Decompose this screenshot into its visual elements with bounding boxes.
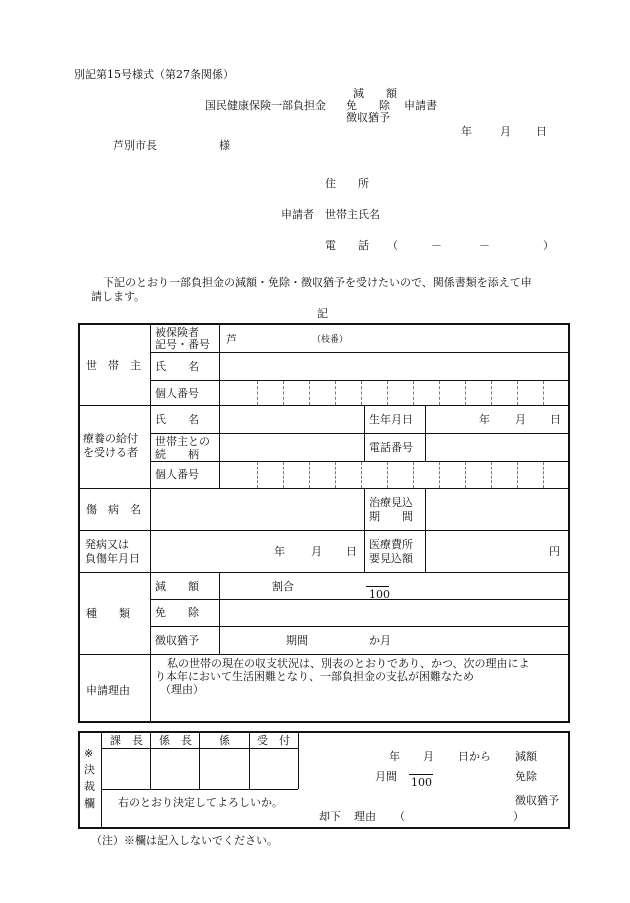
- decision-reason-close-paren: ）: [513, 810, 524, 823]
- onset-date-label-2: 負傷年月日: [85, 552, 140, 565]
- digit-divider: [361, 381, 362, 405]
- digit-divider: [439, 381, 440, 405]
- decision-label-1: 決: [84, 763, 95, 776]
- treatment-period-label-1: 治療見込: [369, 496, 413, 509]
- stamp-divider: [150, 731, 151, 789]
- digit-divider: [491, 381, 492, 405]
- birthdate-label: 生年月日: [369, 413, 413, 426]
- onset-day-label: 日: [346, 545, 357, 558]
- householder-name-label: 世帯主氏名: [325, 208, 380, 221]
- digit-divider: [309, 381, 310, 405]
- row-line: [150, 352, 570, 353]
- ratio-fraction-bar: [366, 586, 389, 587]
- phone-open-paren: （: [387, 239, 398, 252]
- title-option-reduction: 減 額: [353, 87, 397, 100]
- date-month-label: 月: [500, 125, 511, 138]
- row-line: [150, 626, 570, 627]
- title-option-deferral: 徴収猶予: [346, 111, 390, 124]
- insured-number-label-1: 被保険者: [155, 326, 199, 339]
- addressee: 芦別市長: [113, 139, 157, 152]
- digit-divider: [257, 462, 258, 488]
- patient-section-label-2: を受ける者: [83, 446, 138, 459]
- decision-fraction-denominator: 100: [411, 776, 432, 789]
- householder-individual-number-label: 個人番号: [155, 387, 199, 400]
- decision-label-3: 欄: [84, 797, 95, 810]
- reason-section-label: 申請理由: [86, 684, 130, 697]
- patient-name-label: 氏 名: [155, 413, 199, 426]
- digit-divider: [309, 462, 310, 488]
- digit-divider: [387, 462, 388, 488]
- stamp-divider: [249, 731, 250, 789]
- ki-label: 記: [317, 307, 328, 320]
- row-line: [78, 654, 570, 655]
- digit-divider: [361, 462, 362, 488]
- relationship-label-1: 世帯主との: [155, 435, 210, 448]
- digit-divider: [283, 462, 284, 488]
- digit-divider: [517, 462, 518, 488]
- digit-divider: [283, 381, 284, 405]
- approval-question: 右のとおり決定してよろしいか。: [118, 796, 283, 809]
- decision-fraction-bar: [409, 774, 433, 775]
- applicant-label: 申請者: [281, 208, 314, 221]
- decision-year-label: 年: [389, 750, 400, 763]
- phone-dash-1: －: [431, 239, 442, 252]
- treatment-period-label-2: 期 間: [369, 510, 413, 523]
- col-line: [425, 405, 426, 461]
- onset-month-label: 月: [311, 545, 322, 558]
- stamp-staff: 係: [219, 734, 230, 747]
- digit-divider: [465, 462, 466, 488]
- birth-year-label: 年: [479, 413, 490, 426]
- footnote: （注）※欄は記入しないでください。: [91, 834, 278, 847]
- stamp-reception: 受 付: [257, 734, 290, 747]
- addressee-honorific: 様: [219, 139, 230, 152]
- col-line: [364, 405, 365, 461]
- onset-year-label: 年: [274, 545, 285, 558]
- reason-line-2: り本年において生活困難となり、一部負担金の支払が困難なため: [155, 670, 474, 683]
- digit-divider: [543, 381, 544, 405]
- form-number: 別記第15号様式（第27条関係）: [74, 68, 234, 81]
- medical-cost-label-1: 医療費所: [369, 538, 413, 551]
- stamp-divider: [199, 731, 200, 789]
- digit-divider: [335, 462, 336, 488]
- intro-line-2: 請します。: [91, 290, 146, 303]
- col-line: [219, 572, 220, 654]
- decision-mark: ※: [84, 747, 94, 760]
- relationship-label-2: 続 柄: [155, 448, 199, 461]
- decision-divider: [101, 731, 102, 829]
- phone-label: 電 話: [325, 239, 369, 252]
- digit-divider: [517, 381, 518, 405]
- householder-section-label: 世 帯 主: [86, 359, 141, 372]
- row-line: [150, 433, 570, 434]
- decision-reason-label: 理由: [354, 810, 376, 823]
- title-suffix: 申請書: [404, 99, 437, 112]
- decision-reason-open-paren: （: [394, 810, 405, 823]
- ratio-denominator: 100: [369, 588, 390, 601]
- birth-day-label: 日: [550, 413, 561, 426]
- col-line: [425, 488, 426, 572]
- patient-section-label-1: 療養の給付: [83, 432, 138, 445]
- type-reduction-label: 減 額: [155, 580, 199, 593]
- months-label: か月: [369, 634, 391, 647]
- col-line: [364, 488, 365, 572]
- digit-divider: [491, 462, 492, 488]
- decision-exemption-label: 免除: [515, 770, 537, 783]
- type-section-label: 種 類: [86, 607, 130, 620]
- title-main: 国民健康保険一部負担金: [205, 99, 326, 112]
- col-line: [150, 323, 151, 723]
- phone-number-label: 電話番号: [369, 441, 413, 454]
- col-line: [219, 323, 220, 488]
- row-line: [78, 405, 570, 406]
- onset-date-label-1: 発病又は: [85, 538, 129, 551]
- reason-line-3: （理由）: [160, 683, 204, 696]
- decision-rejection-label: 却下: [319, 810, 341, 823]
- row-line: [78, 530, 570, 531]
- intro-line-1: 下記のとおり一部負担金の減額・免除・徴収猶予を受けたいので、関係書類を添えて申: [103, 276, 532, 289]
- type-exemption-label: 免 除: [155, 606, 199, 619]
- row-line: [78, 488, 570, 489]
- digit-divider: [257, 381, 258, 405]
- date-year-label: 年: [461, 125, 472, 138]
- digit-divider: [335, 381, 336, 405]
- row-line: [78, 572, 570, 573]
- medical-cost-label-2: 要見込額: [369, 552, 413, 565]
- row-line: [150, 380, 570, 381]
- digit-divider: [543, 462, 544, 488]
- phone-dash-2: －: [479, 239, 490, 252]
- decision-from-day-label: 日から: [458, 750, 491, 763]
- digit-divider: [465, 381, 466, 405]
- ratio-label: 割合: [272, 580, 294, 593]
- decision-label-2: 裁: [84, 780, 95, 793]
- digit-divider: [413, 462, 414, 488]
- yen-label: 円: [549, 545, 560, 558]
- decision-deferral-label: 徴収猶予: [515, 794, 559, 807]
- address-label: 住 所: [325, 177, 369, 190]
- title-option-exemption: 免 除: [346, 99, 390, 112]
- row-line: [150, 599, 570, 600]
- period-label: 期間: [286, 634, 308, 647]
- decision-month-label: 月: [423, 750, 434, 763]
- type-deferral-label: 徴収猶予: [155, 634, 199, 647]
- date-day-label: 日: [536, 125, 547, 138]
- reason-line-1: 私の世帯の現在の収支状況は、別表のとおりであり、かつ、次の理由によ: [167, 657, 530, 670]
- decision-reduction-label: 減額: [515, 750, 537, 763]
- householder-name-label: 氏 名: [155, 360, 199, 373]
- patient-individual-number-label: 個人番号: [155, 468, 199, 481]
- row-line: [150, 461, 570, 462]
- birth-month-label: 月: [515, 413, 526, 426]
- stamp-section-chief: 課 長: [110, 734, 143, 747]
- digit-divider: [439, 462, 440, 488]
- digit-divider: [387, 381, 388, 405]
- insured-number-label-2: 記号・番号: [155, 338, 210, 351]
- stamp-subsection-chief: 係 長: [159, 734, 192, 747]
- disease-name-label: 傷 病 名: [86, 503, 141, 516]
- digit-divider: [413, 381, 414, 405]
- phone-close-paren: ）: [543, 239, 554, 252]
- insured-number-prefix: 芦: [226, 333, 237, 346]
- decision-months-label: 月間: [375, 770, 397, 783]
- stamp-divider: [298, 731, 299, 789]
- stamp-bottom-line: [101, 789, 298, 790]
- branch-number-label: （枝番）: [312, 335, 349, 345]
